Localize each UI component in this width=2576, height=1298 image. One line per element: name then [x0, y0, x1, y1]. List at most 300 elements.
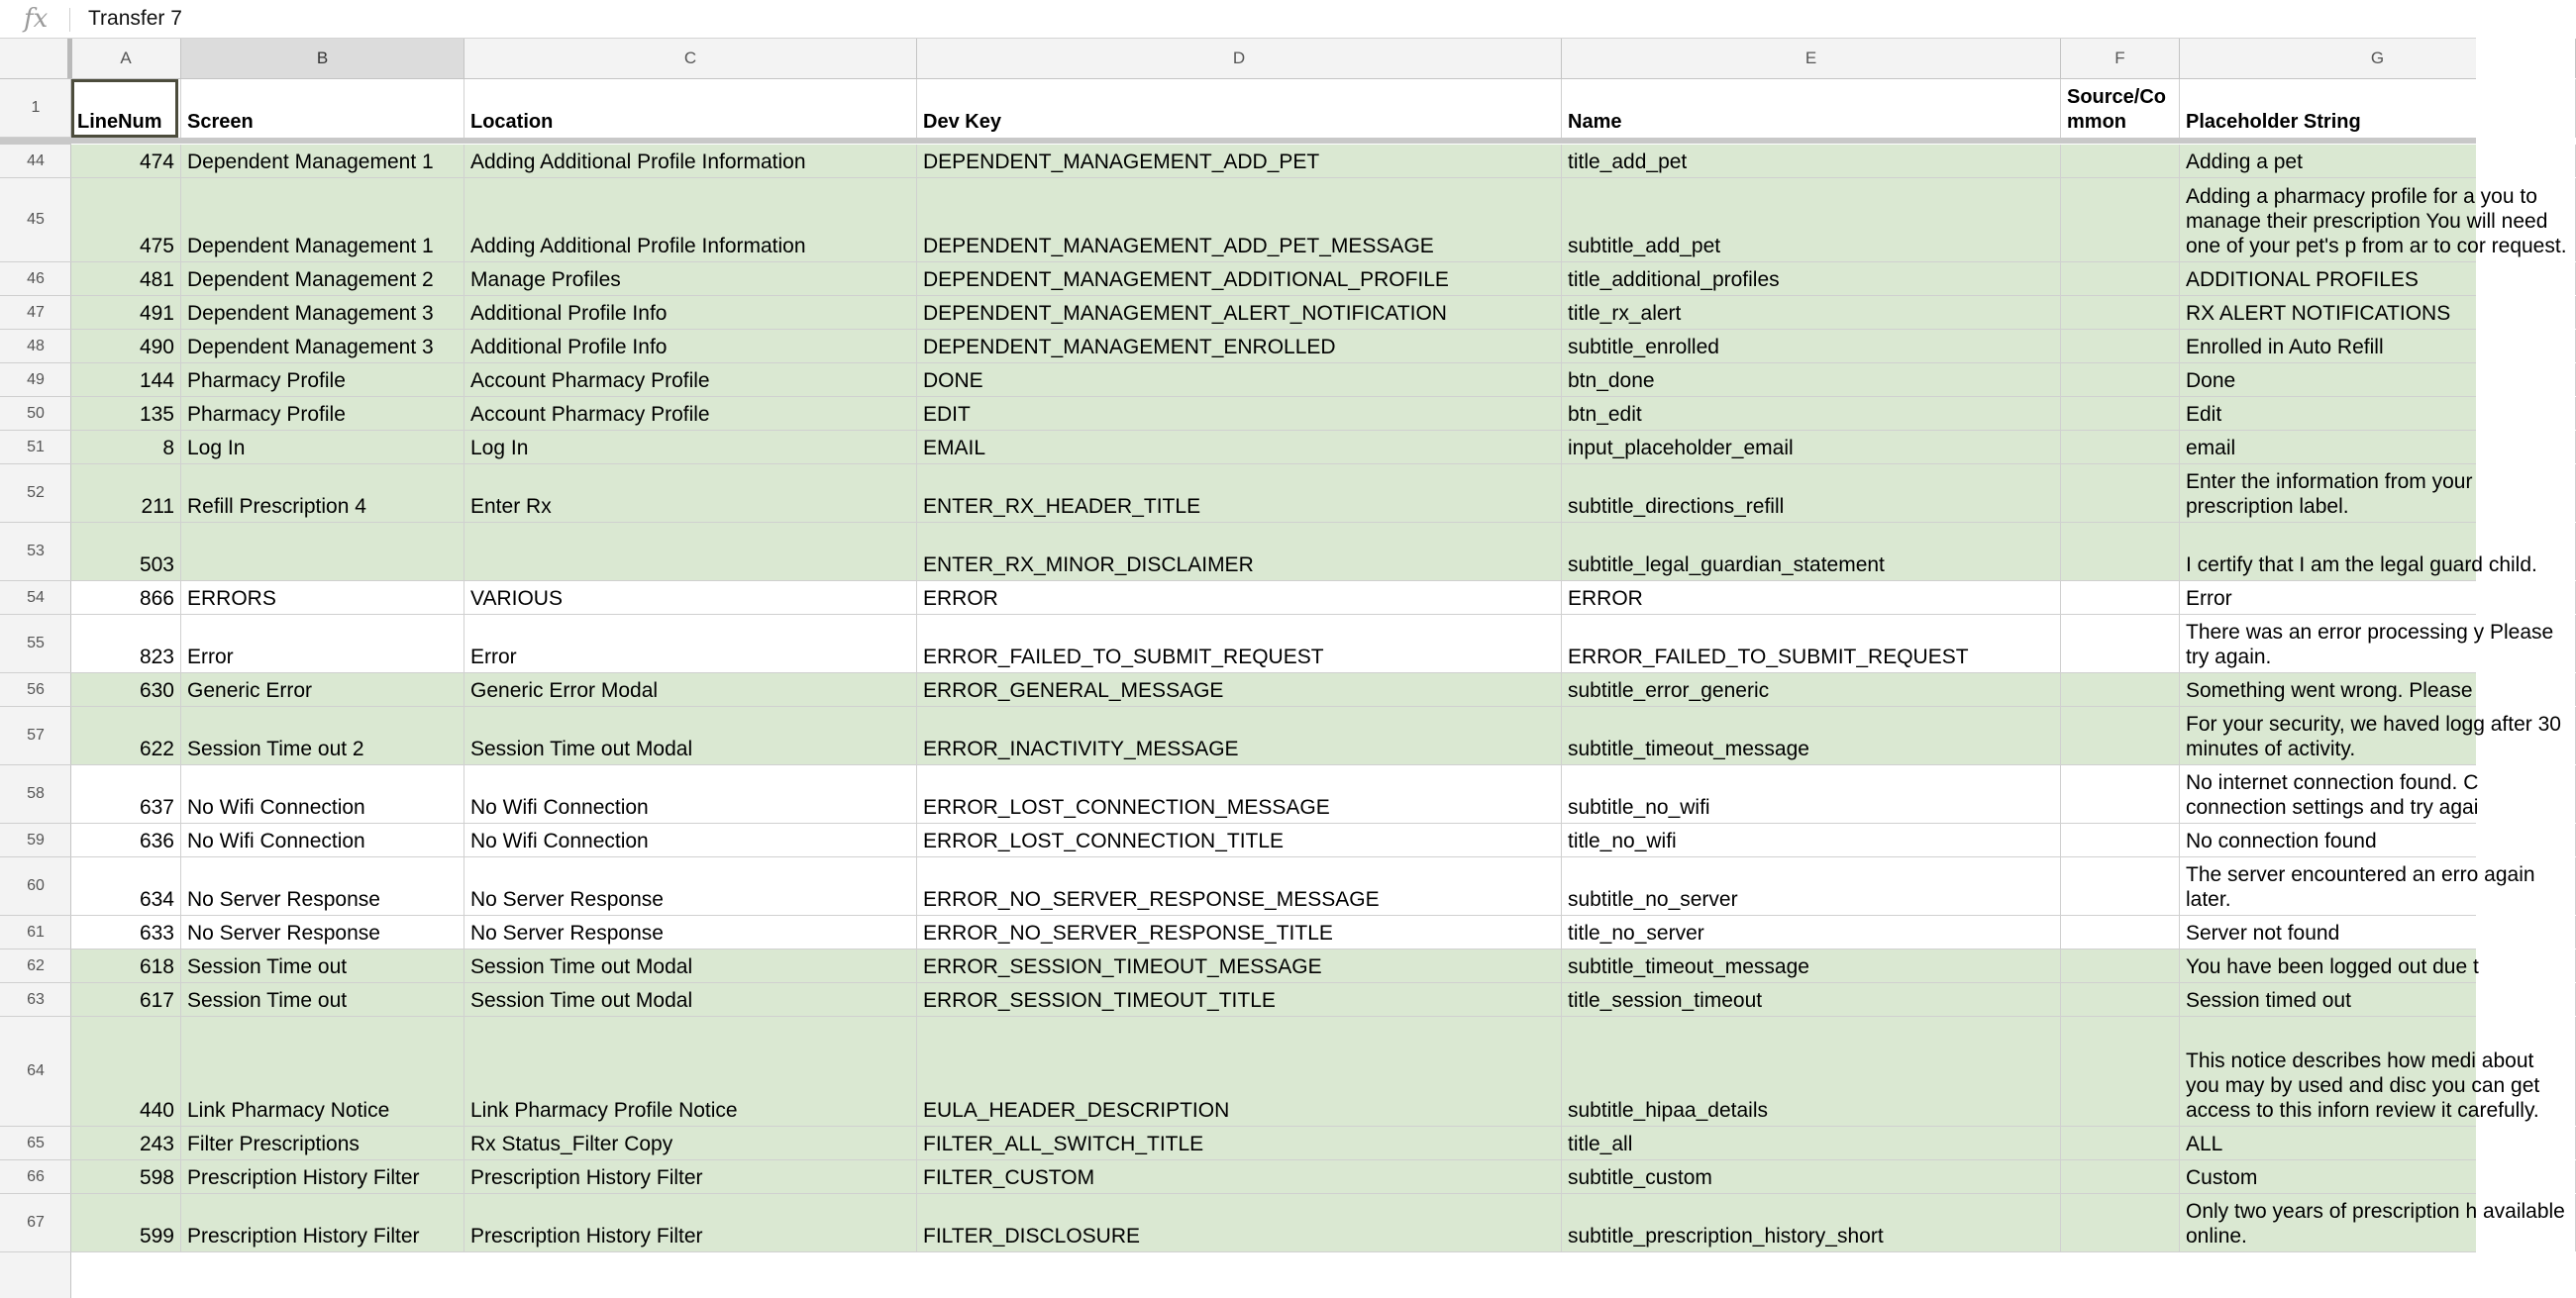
cell-text: Rx Status_Filter Copy	[470, 1133, 673, 1155]
cell-c[interactable]	[464, 581, 917, 614]
cell-g[interactable]	[2180, 707, 2576, 764]
cell-d[interactable]	[917, 178, 1562, 261]
cell-g[interactable]	[2180, 397, 2576, 430]
row-number[interactable]: 63	[0, 983, 71, 1017]
cell-b[interactable]	[181, 145, 464, 177]
column-header-b[interactable]: B	[181, 39, 464, 78]
cell-d[interactable]	[917, 431, 1562, 463]
cell-c[interactable]	[464, 765, 917, 823]
cell-e[interactable]	[1562, 673, 2061, 706]
cell-text: 211	[141, 495, 174, 518]
cell-e[interactable]	[1562, 949, 2061, 982]
cell-c[interactable]	[464, 857, 917, 915]
cell-b[interactable]	[181, 949, 464, 982]
cell-e[interactable]	[1562, 397, 2061, 430]
table-row	[71, 330, 2476, 363]
cell-text: subtitle_timeout_message	[1568, 955, 1809, 978]
cell-c[interactable]	[464, 145, 917, 177]
cell-f[interactable]	[2061, 615, 2180, 672]
column-header-e[interactable]: E	[1562, 39, 2061, 78]
cell-e[interactable]	[1562, 296, 2061, 329]
cell-text: Generic Error Modal	[470, 679, 659, 702]
row-number[interactable]: 55	[0, 615, 71, 673]
cell-a[interactable]	[71, 464, 181, 522]
cell-a[interactable]	[71, 581, 181, 614]
cell-text: Prescription History Filter	[470, 1225, 703, 1248]
row-number[interactable]: 60	[0, 857, 71, 916]
cell-g[interactable]	[2180, 296, 2576, 329]
cell-b[interactable]	[181, 1194, 464, 1251]
cell-text: 636	[139, 830, 174, 852]
cell-a[interactable]	[71, 1017, 181, 1126]
cell-text: DEPENDENT_MANAGEMENT_ALERT_NOTIFICATION	[923, 302, 1447, 325]
cell-e[interactable]	[1562, 1017, 2061, 1126]
row-number[interactable]: 47	[0, 296, 71, 330]
cell-text: The server encountered an erro again later.	[2186, 863, 2535, 911]
cell-text: VARIOUS	[470, 587, 563, 610]
cell-b[interactable]	[181, 673, 464, 706]
cell-text: ENTER_RX_MINOR_DISCLAIMER	[923, 553, 1254, 576]
cell-g[interactable]	[2180, 916, 2576, 949]
cell-text: ERRORS	[187, 587, 276, 610]
cell-b[interactable]	[181, 296, 464, 329]
cell-text: Dev Key	[923, 111, 1001, 133]
cell-g[interactable]	[2180, 523, 2576, 580]
cell-text: Screen	[187, 111, 254, 133]
row-number[interactable]: 1	[0, 79, 71, 138]
cell-text: 490	[139, 336, 174, 358]
row-number[interactable]: 67	[0, 1194, 71, 1252]
cell-g[interactable]	[2180, 615, 2576, 672]
cell-f[interactable]	[2061, 145, 2180, 177]
cell-b[interactable]	[181, 581, 464, 614]
cell-text: 481	[139, 268, 174, 291]
spreadsheet-grid	[71, 79, 2567, 1298]
cell-d[interactable]	[917, 824, 1562, 856]
cell-text: title_rx_alert	[1568, 302, 1682, 325]
table-row	[71, 262, 2476, 296]
cell-g[interactable]	[2180, 464, 2576, 522]
cell-text: Error	[187, 646, 234, 668]
cell-text: ERROR_SESSION_TIMEOUT_TITLE	[923, 989, 1276, 1012]
cell-text: Adding a pet	[2186, 150, 2303, 173]
cell-f[interactable]	[2061, 296, 2180, 329]
cell-a[interactable]	[71, 949, 181, 982]
row-number[interactable]: 61	[0, 916, 71, 949]
cell-text: EDIT	[923, 403, 971, 426]
cell-c[interactable]	[464, 916, 917, 949]
cell-f[interactable]	[2061, 673, 2180, 706]
cell-e[interactable]	[1562, 983, 2061, 1016]
cell-c[interactable]	[464, 1127, 917, 1159]
cell-a[interactable]	[71, 615, 181, 672]
cell-text: Location	[470, 111, 554, 133]
cell-e[interactable]	[1562, 523, 2061, 580]
cell-g[interactable]	[2180, 983, 2576, 1016]
cell-text: 503	[139, 553, 174, 576]
frozen-row-divider[interactable]	[71, 138, 2476, 144]
cell-text: Prescription History Filter	[187, 1225, 420, 1248]
cell-text: 135	[139, 403, 174, 426]
cell-text: There was an error processing y Please try again.	[2186, 621, 2554, 668]
cell-e[interactable]	[1562, 916, 2061, 949]
cell-text: subtitle_no_wifi	[1568, 796, 1710, 819]
cell-g[interactable]	[2180, 1160, 2576, 1193]
cell-text: Session Time out Modal	[470, 989, 693, 1012]
cell-text: Prescription History Filter	[187, 1166, 420, 1189]
cell-d[interactable]	[917, 296, 1562, 329]
frozen-row-divider[interactable]	[0, 138, 71, 145]
cell-text: title_session_timeout	[1568, 989, 1763, 1012]
cell-f[interactable]	[2061, 857, 2180, 915]
cell-f[interactable]	[2061, 330, 2180, 362]
column-header-g[interactable]: G	[2180, 39, 2576, 78]
cell-e[interactable]	[1562, 765, 2061, 823]
cell-g[interactable]	[2180, 581, 2576, 614]
row-number[interactable]: 53	[0, 523, 71, 581]
cell-g[interactable]	[2180, 1127, 2576, 1159]
cell-text: Adding Additional Profile Information	[470, 150, 806, 173]
cell-text: No Server Response	[470, 888, 664, 911]
table-row	[71, 615, 2554, 673]
cell-d[interactable]	[917, 79, 1562, 138]
cell-g[interactable]	[2180, 824, 2576, 856]
row-number[interactable]: 54	[0, 581, 71, 615]
cell-text: subtitle_directions_refill	[1568, 495, 1785, 518]
cell-f[interactable]	[2061, 1194, 2180, 1251]
cell-a[interactable]	[71, 765, 181, 823]
row-number[interactable]: 56	[0, 673, 71, 707]
cell-f[interactable]	[2061, 397, 2180, 430]
cell-b[interactable]	[181, 916, 464, 949]
cell-e[interactable]	[1562, 363, 2061, 396]
cell-a[interactable]	[71, 431, 181, 463]
cell-text: DONE	[923, 369, 983, 392]
cell-f[interactable]	[2061, 581, 2180, 614]
cell-text: Account Pharmacy Profile	[470, 403, 710, 426]
cell-a[interactable]	[71, 363, 181, 396]
cell-b[interactable]	[181, 983, 464, 1016]
cell-b[interactable]	[181, 707, 464, 764]
cell-c[interactable]	[464, 79, 917, 138]
cell-d[interactable]	[917, 1017, 1562, 1126]
cell-c[interactable]	[464, 949, 917, 982]
cell-b[interactable]	[181, 262, 464, 295]
cell-text: DEPENDENT_MANAGEMENT_ADD_PET	[923, 150, 1320, 173]
row-number[interactable]: 51	[0, 431, 71, 464]
cell-a[interactable]	[71, 1194, 181, 1251]
cell-a[interactable]	[71, 983, 181, 1016]
cell-text: No Server Response	[187, 922, 380, 945]
cell-b[interactable]	[181, 1160, 464, 1193]
cell-f[interactable]	[2061, 363, 2180, 396]
cell-text: No Wifi Connection	[470, 796, 649, 819]
cell-d[interactable]	[917, 707, 1562, 764]
cell-c[interactable]	[464, 1160, 917, 1193]
cell-text: ERROR	[923, 587, 998, 610]
cell-g[interactable]	[2180, 765, 2576, 823]
cell-d[interactable]	[917, 330, 1562, 362]
cell-text: Link Pharmacy Notice	[187, 1099, 390, 1122]
cell-g[interactable]	[2180, 262, 2576, 295]
column-header-d[interactable]: D	[917, 39, 1562, 78]
cell-d[interactable]	[917, 765, 1562, 823]
cell-e[interactable]	[1562, 330, 2061, 362]
cell-f[interactable]	[2061, 262, 2180, 295]
cell-text: btn_done	[1568, 369, 1655, 392]
cell-d[interactable]	[917, 1127, 1562, 1159]
cell-c[interactable]	[464, 824, 917, 856]
cell-text: Log In	[187, 437, 246, 459]
cell-g[interactable]	[2180, 673, 2576, 706]
cell-text: subtitle_add_pet	[1568, 235, 1721, 257]
cell-text: title_all	[1568, 1133, 1633, 1155]
cell-a[interactable]	[71, 262, 181, 295]
cell-f[interactable]	[2061, 1127, 2180, 1159]
cell-e[interactable]	[1562, 1194, 2061, 1251]
cell-b[interactable]	[181, 330, 464, 362]
cell-f[interactable]	[2061, 79, 2180, 138]
cell-a[interactable]	[71, 673, 181, 706]
cell-text: subtitle_hipaa_details	[1568, 1099, 1768, 1122]
cell-f[interactable]	[2061, 824, 2180, 856]
cell-text: subtitle_legal_guardian_statement	[1568, 553, 1885, 576]
row-number[interactable]: 58	[0, 765, 71, 824]
cell-g[interactable]	[2180, 145, 2576, 177]
cell-text: 866	[139, 587, 174, 610]
cell-text: Generic Error	[187, 679, 313, 702]
cell-g[interactable]	[2180, 1194, 2576, 1251]
cell-d[interactable]	[917, 1160, 1562, 1193]
cell-f[interactable]	[2061, 1017, 2180, 1126]
cell-a[interactable]	[71, 1160, 181, 1193]
cell-text: 8	[162, 437, 174, 459]
cell-d[interactable]	[917, 523, 1562, 580]
cell-c[interactable]	[464, 707, 917, 764]
cell-c[interactable]	[464, 523, 917, 580]
cell-g[interactable]	[2180, 1017, 2576, 1126]
cell-c[interactable]	[464, 431, 917, 463]
cell-e[interactable]	[1562, 464, 2061, 522]
cell-e[interactable]	[1562, 707, 2061, 764]
cell-text: Session Time out Modal	[470, 738, 693, 760]
cell-c[interactable]	[464, 673, 917, 706]
cell-g[interactable]	[2180, 949, 2576, 982]
cell-f[interactable]	[2061, 431, 2180, 463]
table-row	[71, 363, 2476, 397]
cell-g[interactable]	[2180, 330, 2576, 362]
cell-d[interactable]	[917, 857, 1562, 915]
row-number[interactable]: 49	[0, 363, 71, 397]
table-row	[71, 581, 2476, 615]
row-number[interactable]: 46	[0, 262, 71, 296]
cell-b[interactable]	[181, 824, 464, 856]
cell-e[interactable]	[1562, 615, 2061, 672]
cell-d[interactable]	[917, 949, 1562, 982]
cell-c[interactable]	[464, 363, 917, 396]
cell-a[interactable]	[71, 523, 181, 580]
cell-f[interactable]	[2061, 464, 2180, 522]
cell-text: Source/Co mmon	[2067, 86, 2167, 133]
cell-a[interactable]	[71, 178, 181, 261]
cell-text: title_no_server	[1568, 922, 1704, 945]
cell-d[interactable]	[917, 916, 1562, 949]
cell-f[interactable]	[2061, 1160, 2180, 1193]
cell-b[interactable]	[181, 615, 464, 672]
cell-a[interactable]	[71, 824, 181, 856]
row-number[interactable]: 52	[0, 464, 71, 523]
cell-text: title_additional_profiles	[1568, 268, 1780, 291]
cell-d[interactable]	[917, 615, 1562, 672]
cell-text: 440	[139, 1099, 174, 1122]
cell-b[interactable]	[181, 397, 464, 430]
row-number[interactable]: 57	[0, 707, 71, 765]
cell-text: subtitle_timeout_message	[1568, 738, 1809, 760]
column-header-f[interactable]: F	[2061, 39, 2180, 78]
cell-e[interactable]	[1562, 824, 2061, 856]
cell-text: No internet connection found. C connection settings and try agai	[2186, 771, 2479, 819]
cell-text: Enter the information from your prescription label.	[2186, 470, 2473, 518]
column-header-c[interactable]: C	[464, 39, 917, 78]
row-number[interactable]: 50	[0, 397, 71, 431]
cell-b[interactable]	[181, 178, 464, 261]
cell-c[interactable]	[464, 178, 917, 261]
cell-b[interactable]	[181, 523, 464, 580]
cell-e[interactable]	[1562, 431, 2061, 463]
cell-e[interactable]	[1562, 262, 2061, 295]
cell-e[interactable]	[1562, 857, 2061, 915]
cell-text: Session Time out Modal	[470, 955, 693, 978]
cell-text: ERROR_GENERAL_MESSAGE	[923, 679, 1224, 702]
row-number[interactable]: 65	[0, 1127, 71, 1160]
cell-text: Additional Profile Info	[470, 336, 668, 358]
cell-a[interactable]	[71, 916, 181, 949]
row-number[interactable]: 66	[0, 1160, 71, 1194]
cell-g[interactable]	[2180, 363, 2576, 396]
cell-c[interactable]	[464, 397, 917, 430]
cell-a[interactable]	[71, 707, 181, 764]
row-number[interactable]: 59	[0, 824, 71, 857]
cell-text: Prescription History Filter	[470, 1166, 703, 1189]
column-header-a[interactable]: A	[71, 39, 181, 78]
cell-b[interactable]	[181, 431, 464, 463]
cell-c[interactable]	[464, 296, 917, 329]
cell-e[interactable]	[1562, 178, 2061, 261]
cell-d[interactable]	[917, 145, 1562, 177]
cell-text: Dependent Management 2	[187, 268, 434, 291]
cell-f[interactable]	[2061, 178, 2180, 261]
cell-text: No Wifi Connection	[187, 830, 365, 852]
cell-a[interactable]	[71, 1127, 181, 1159]
cell-c[interactable]	[464, 1017, 917, 1126]
cell-text: email	[2186, 437, 2236, 459]
cell-e[interactable]	[1562, 1160, 2061, 1193]
cell-text: Dependent Management 3	[187, 302, 434, 325]
cell-text: No Server Response	[187, 888, 380, 911]
cell-d[interactable]	[917, 1194, 1562, 1251]
cell-d[interactable]	[917, 397, 1562, 430]
select-all-corner[interactable]	[0, 39, 71, 78]
cell-e[interactable]	[1562, 1127, 2061, 1159]
cell-g[interactable]	[2180, 178, 2576, 261]
cell-d[interactable]	[917, 673, 1562, 706]
cell-text: 618	[139, 955, 174, 978]
cell-c[interactable]	[464, 464, 917, 522]
table-row	[71, 983, 2476, 1017]
formula-input[interactable]: Transfer 7	[88, 7, 182, 30]
cell-b[interactable]	[181, 1127, 464, 1159]
cell-e[interactable]	[1562, 145, 2061, 177]
row-number[interactable]: 44	[0, 145, 71, 178]
cell-b[interactable]	[181, 464, 464, 522]
cell-f[interactable]	[2061, 707, 2180, 764]
cell-text: No Server Response	[470, 922, 664, 945]
cell-d[interactable]	[917, 262, 1562, 295]
row-number[interactable]: 45	[0, 178, 71, 262]
cell-b[interactable]	[181, 857, 464, 915]
cell-c[interactable]	[464, 615, 917, 672]
cell-a[interactable]	[71, 145, 181, 177]
row-number[interactable]: 62	[0, 949, 71, 983]
cell-d[interactable]	[917, 363, 1562, 396]
cell-f[interactable]	[2061, 916, 2180, 949]
cell-c[interactable]	[464, 262, 917, 295]
cell-text: Enrolled in Auto Refill	[2186, 336, 2384, 358]
cell-f[interactable]	[2061, 983, 2180, 1016]
cell-a[interactable]	[71, 79, 181, 138]
cell-b[interactable]	[181, 79, 464, 138]
cell-text: ADDITIONAL PROFILES	[2186, 268, 2419, 291]
cell-g[interactable]	[2180, 431, 2576, 463]
cell-text: Additional Profile Info	[470, 302, 668, 325]
cell-text: ENTER_RX_HEADER_TITLE	[923, 495, 1201, 518]
cell-c[interactable]	[464, 1194, 917, 1251]
cell-text: EMAIL	[923, 437, 986, 459]
cell-a[interactable]	[71, 857, 181, 915]
cell-b[interactable]	[181, 765, 464, 823]
cell-text: Name	[1568, 111, 1622, 133]
row-number[interactable]: 48	[0, 330, 71, 363]
cell-g[interactable]	[2180, 857, 2576, 915]
cell-e[interactable]	[1562, 79, 2061, 138]
cell-text: ERROR_NO_SERVER_RESPONSE_MESSAGE	[923, 888, 1380, 911]
cell-d[interactable]	[917, 581, 1562, 614]
cell-a[interactable]	[71, 397, 181, 430]
cell-b[interactable]	[181, 1017, 464, 1126]
cell-a[interactable]	[71, 330, 181, 362]
table-row	[71, 916, 2476, 949]
cell-text: Done	[2186, 369, 2236, 392]
cell-d[interactable]	[917, 983, 1562, 1016]
cell-text: DEPENDENT_MANAGEMENT_ADDITIONAL_PROFILE	[923, 268, 1449, 291]
cell-f[interactable]	[2061, 949, 2180, 982]
cell-e[interactable]	[1562, 581, 2061, 614]
cell-text: Session timed out	[2186, 989, 2351, 1012]
cell-f[interactable]	[2061, 523, 2180, 580]
cell-d[interactable]	[917, 464, 1562, 522]
cell-text: You have been logged out due t	[2186, 955, 2479, 978]
cell-text: DEPENDENT_MANAGEMENT_ENROLLED	[923, 336, 1336, 358]
cell-text: Custom	[2186, 1166, 2258, 1189]
cell-g[interactable]	[2180, 79, 2576, 138]
cell-f[interactable]	[2061, 765, 2180, 823]
cell-b[interactable]	[181, 363, 464, 396]
row-number[interactable]: 64	[0, 1017, 71, 1127]
cell-c[interactable]	[464, 983, 917, 1016]
cell-a[interactable]	[71, 296, 181, 329]
cell-c[interactable]	[464, 330, 917, 362]
cell-text: ERROR	[1568, 587, 1643, 610]
